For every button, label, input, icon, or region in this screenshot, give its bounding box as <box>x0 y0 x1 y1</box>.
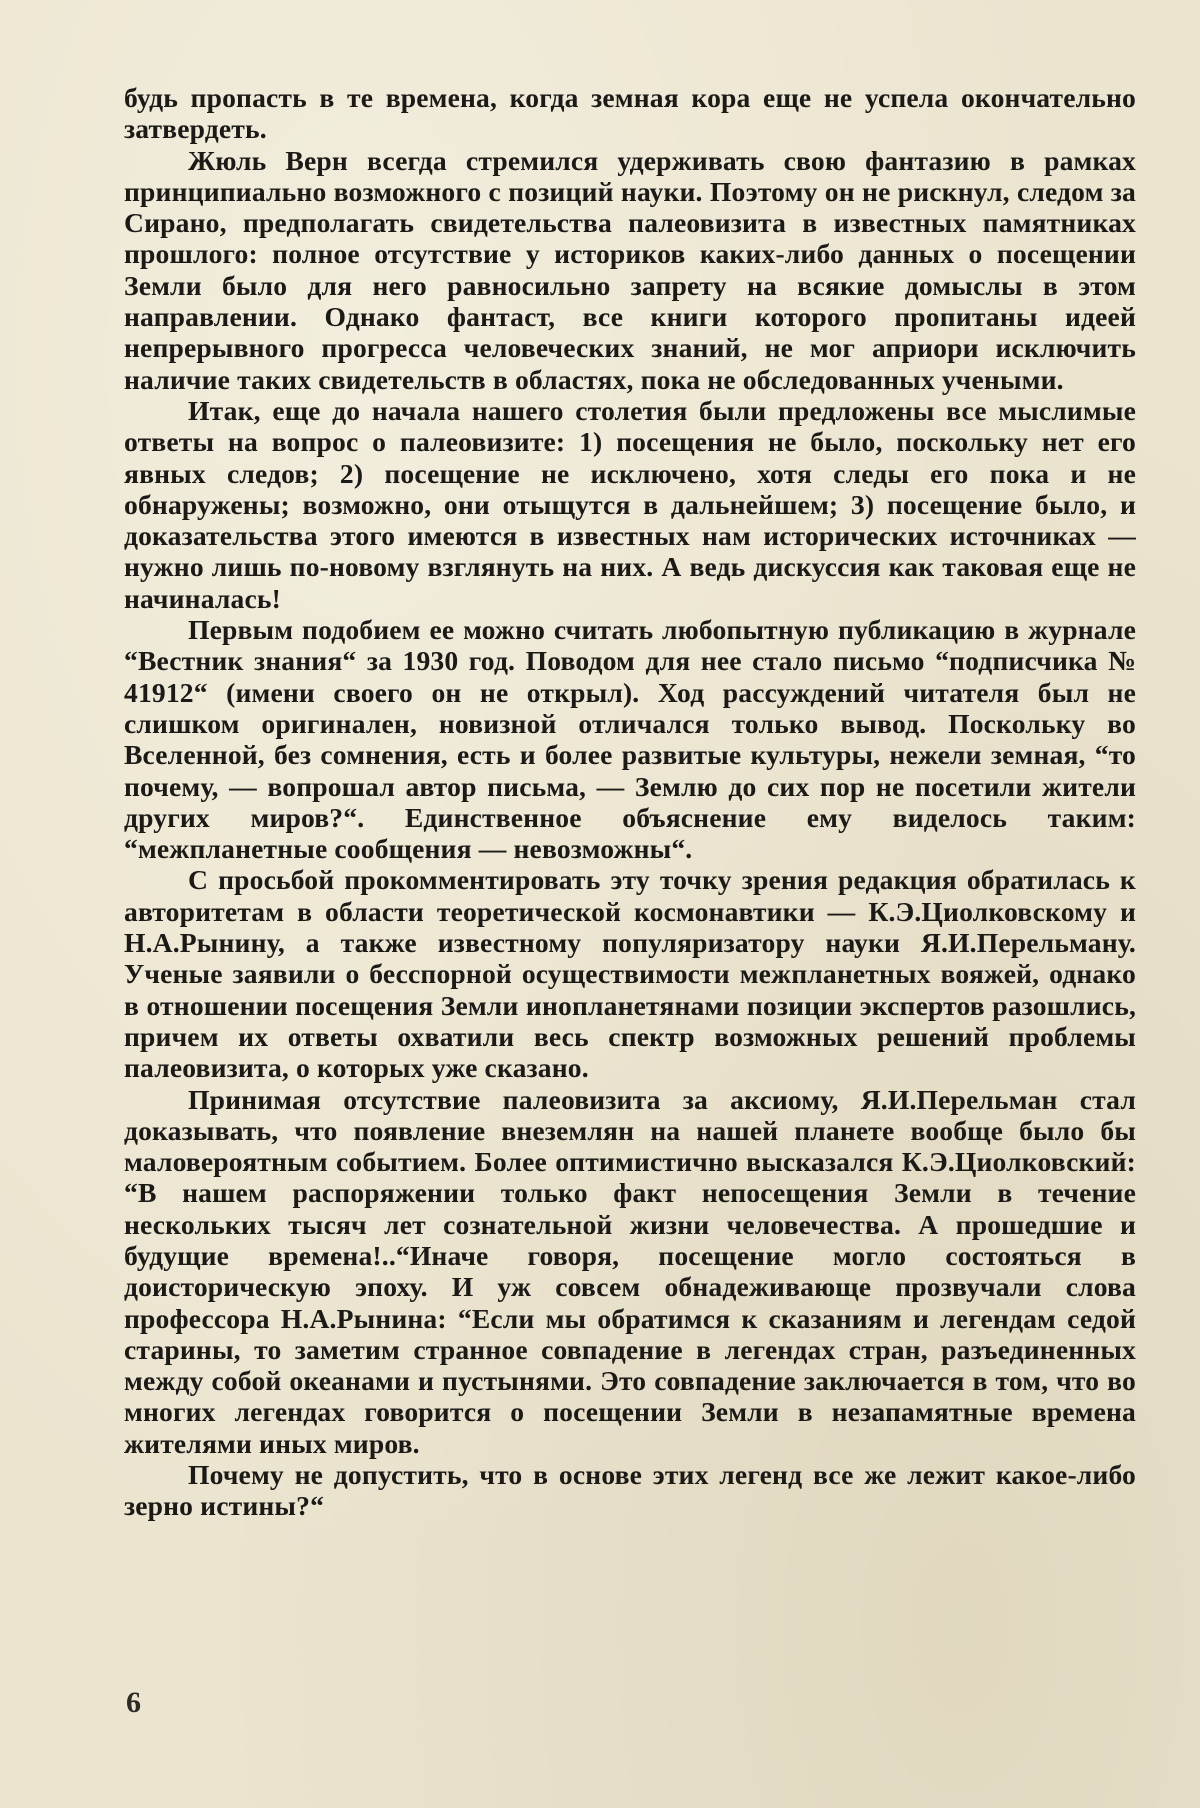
body-text <box>124 82 1136 1522</box>
paragraph-4: Первым подобием ее можно считать любопытную публикацию в журнале “Вестник знания“ за 1930 год. Поводом для нее стало письмо “подписчика № 41912“ (имени своего он не открыл). Ход рассуждений читателя был не слишком оригинален, новизной отличался только вывод. Поскольку во Вселенной, без сомнения, есть и более развитые культуры, нежели земная, “то почему, — вопрошал автор письма, — Землю до сих пор не посетили жители других миров?“. Единственное объяснение ему виделось таким: “межпланетные сообщения — невозможны“. <box>124 614 1136 865</box>
paragraph-6: Принимая отсутствие палеовизита за аксиому, Я.И.Перельман стал доказывать, что появление внеземлян на нашей планете вообще было бы маловероятным событием. Более оптимистично высказался К.Э.Циолковский: “В нашем распоряжении только факт непосещения Земли в течение нескольких тысяч лет сознательной жизни человечества. А прошедшие и будущие времена!..“Иначе говоря, посещение могло состояться в доисторическую эпоху. И уж совсем обнадеживающе прозвучали слова профессора Н.А.Рынина: “Если мы обратимся к сказаниям и легендам седой старины, то заметим странное совпадение в легендах стран, разъединенных между собой океанами и пустынями. Это совпадение заключается в том, что во многих легендах говорится о посещении Земли в незапамятные времена жителями иных миров. <box>124 1083 1136 1459</box>
paragraph-7: Почему не допустить, что в основе этих легенд все же лежит какое-либо зерно истины?“ <box>124 1459 1136 1522</box>
paragraph-3: Итак, еще до начала нашего столетия были предложены все мыслимые ответы на вопрос о палеовизите: 1) посещения не было, поскольку нет его явных следов; 2) посещение не исключено, хотя следы его пока и не обнаружены; возможно, они отыщутся в дальнейшем; 3) посещение было, и доказательства этого имеются в известных нам исторических источниках — нужно лишь по-новому взглянуть на них. А ведь дискуссия как таковая еще не начиналась! <box>124 394 1136 614</box>
paragraph-5: С просьбой прокомментировать эту точку зрения редакция обратилась к авторитетам в области теоретической космонавтики — К.Э.Циолковскому и Н.А.Рынину, а также известному популяризатору науки Я.И.Перельману. Ученые заявили о бесспорной осуществимости межпланетных вояжей, однако в отношении посещения Земли инопланетянами позиции экспертов разошлись, причем их ответы охватили весь спектр возможных решений проблемы палеовизита, о которых уже сказано. <box>124 864 1136 1084</box>
page-number: 6 <box>126 1686 141 1719</box>
paragraph-2: Жюль Верн всегда стремился удерживать свою фантазию в рамках принципиально возможного с позиций науки. Поэтому он не рискнул, следом за Сирано, предполагать свидетельства палеовизита в известных памятниках прошлого: полное отсутствие у историков каких-либо данных о посещении Земли было для него равносильно запрету на всякие домыслы в этом направлении. Однако фантаст, все книги которого пропитаны идеей непрерывного прогресса человеческих знаний, не мог априори исключить наличие таких свидетельств в областях, пока не обследованных учеными. <box>124 144 1136 395</box>
paragraph-1: будь пропасть в те времена, когда земная кора еще не успела окончательно затвердеть. <box>124 82 1136 145</box>
